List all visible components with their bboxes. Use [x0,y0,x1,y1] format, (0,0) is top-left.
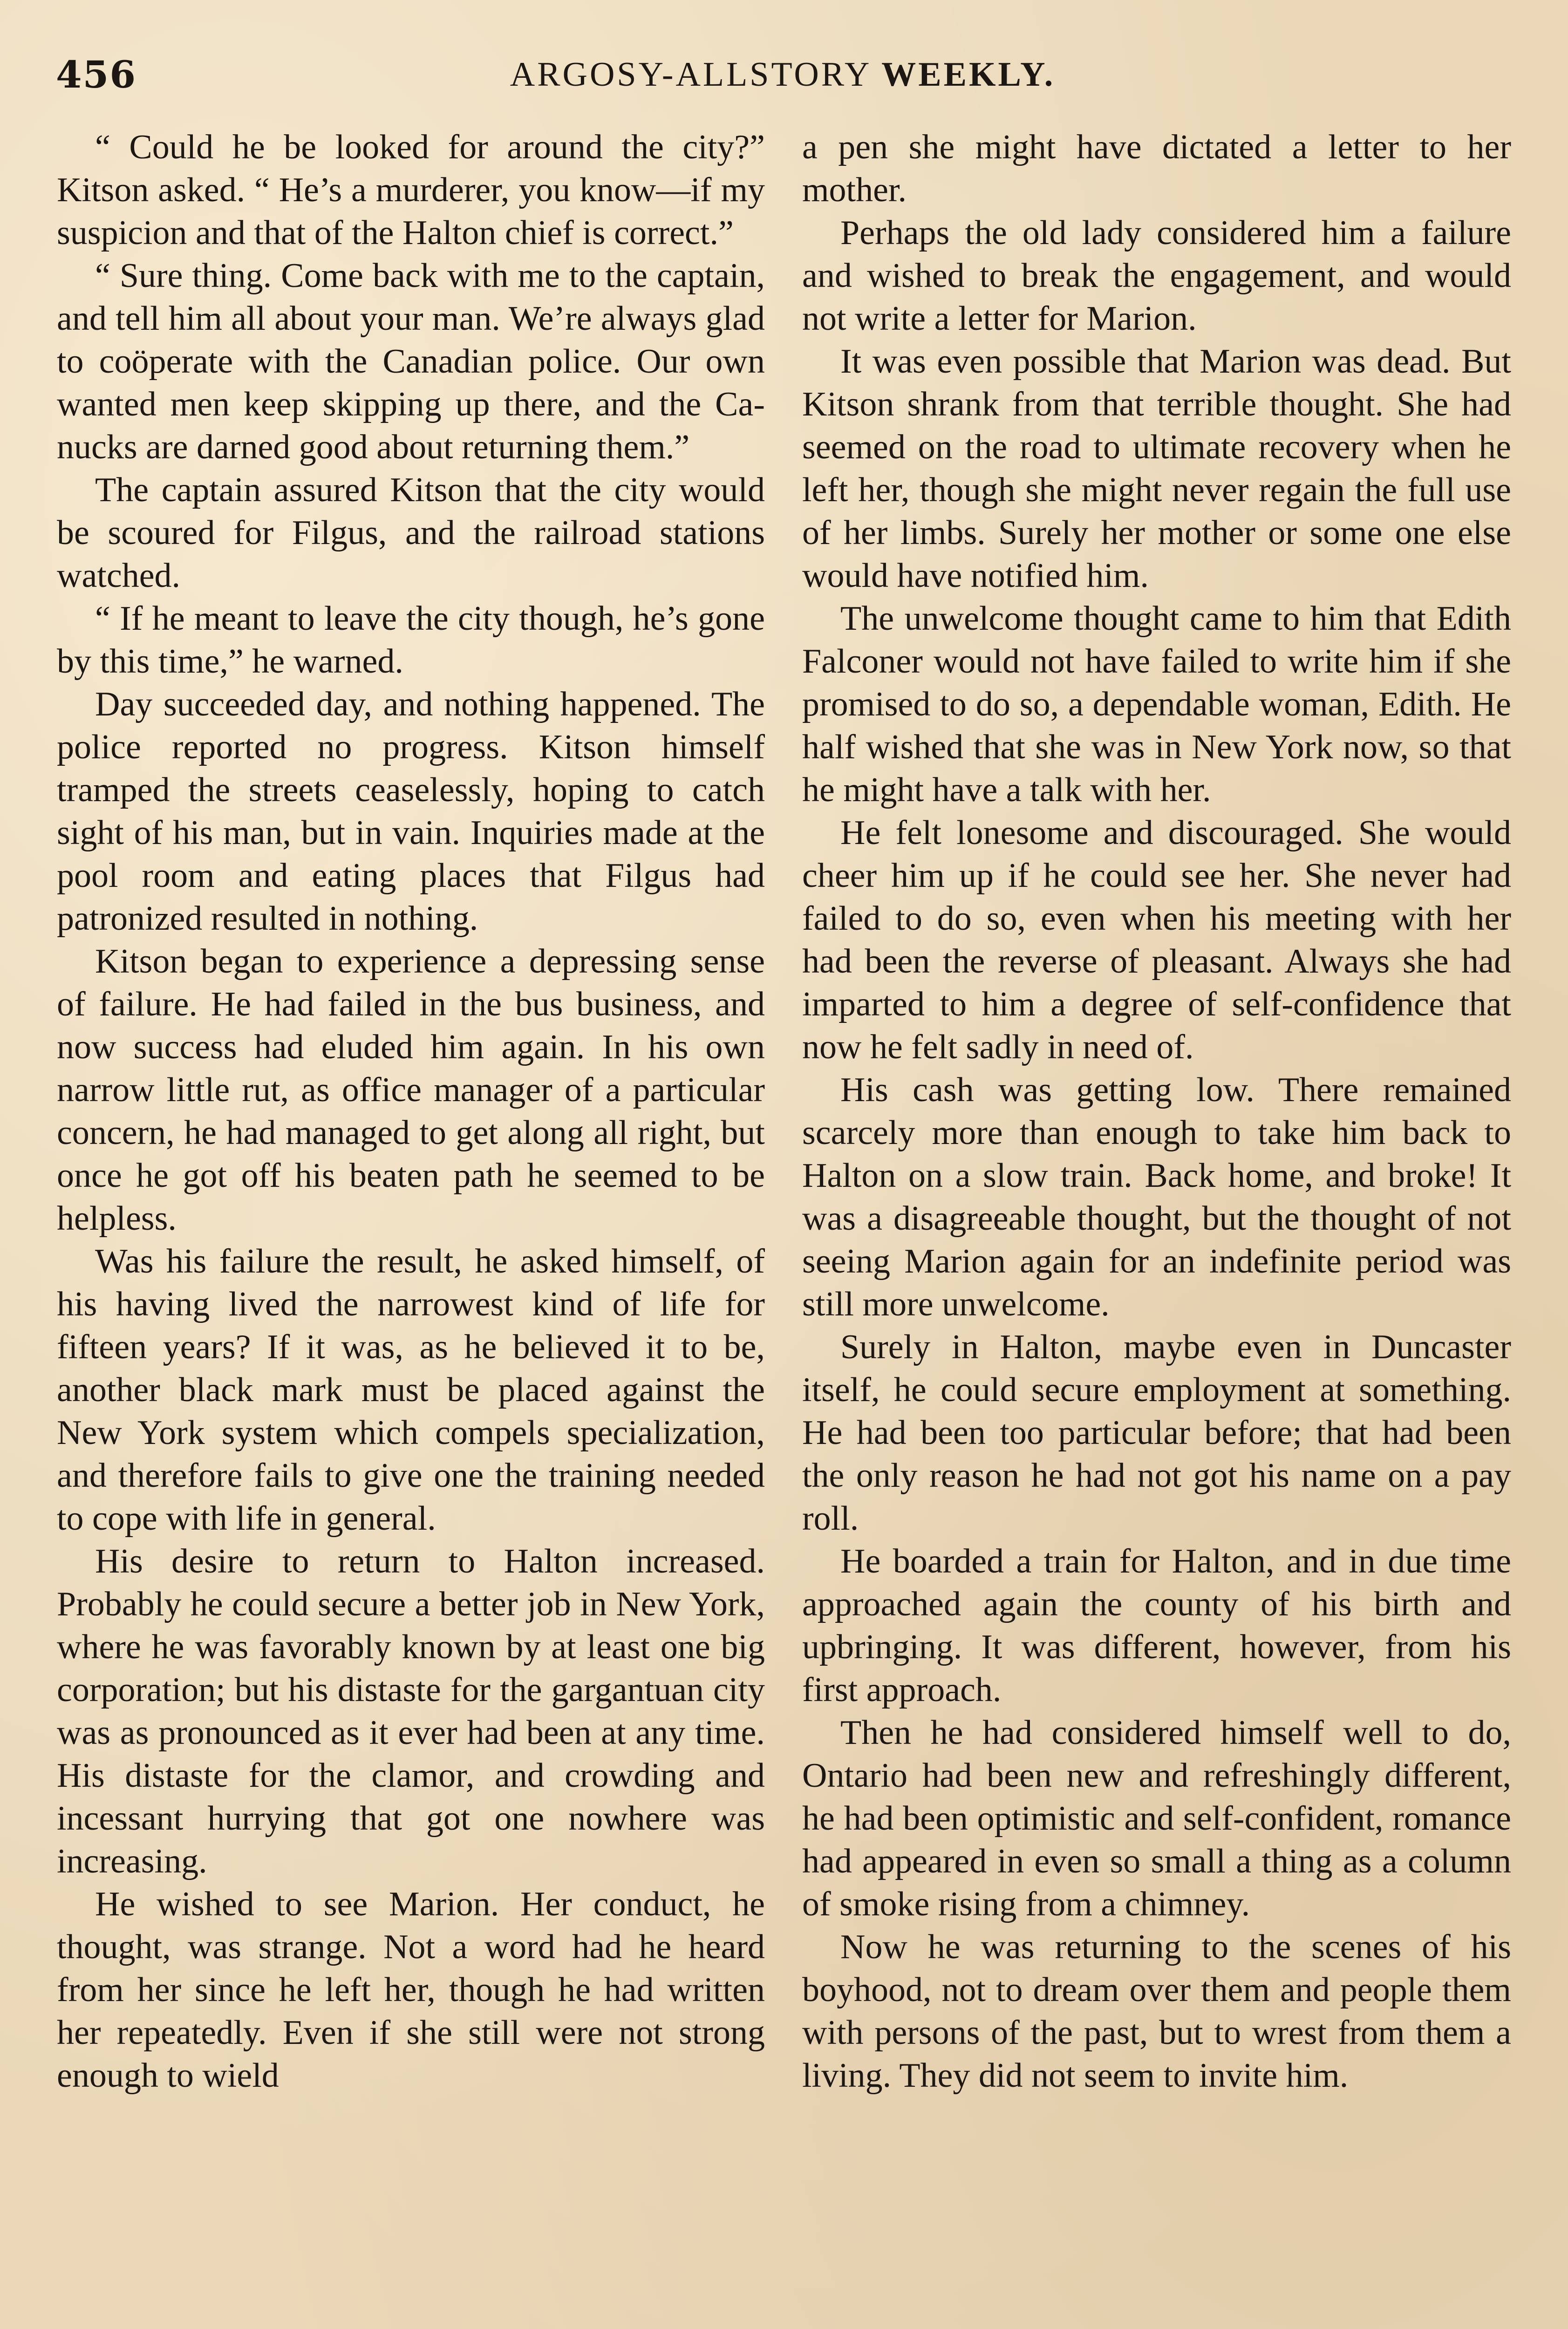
paragraph: Then he had considered himself well to do, Ontario had been new and refreshingly different, he had been optimistic and self-confident, romance had appeared in even so small a thing as a column of smoke rising from a chimney. [802,1714,1511,1923]
running-head [56,49,1509,100]
paragraph: “ Could he be looked for around the city?” Kitson asked. “ He’s a murderer, you know—if my suspicion and that of the Halton chief is correct.” [57,128,765,252]
paragraph: The captain assured Kitson that the city would be scoured for Filgus, and the railroad stations watched. [57,471,765,595]
page-number: 456 [56,53,136,96]
paragraph: His desire to return to Halton increased. Probably he could secure a better job in New York, where he was favorably known by at least one big corporation; but his distaste for the gargantuan city was as pronounced as it ever had been at any time. His distaste for the clamor, and crowding and incessant hurrying that got one nowhere was increasing. [57,1542,765,1880]
publication-title: ARGOSY-ALLSTORY [510,55,871,94]
paragraph: His cash was getting low. There remained scarcely more than enough to take him back to Halton on a slow train. Back home, and broke! It was a disagreeable thought, but the thought of not seeing Marion again for an indefinite period was still more unwelcome. [802,1071,1511,1323]
paragraph: The unwelcome thought came to him that Edith Falconer would not have failed to write him if she promised to do so, a dependable woman, Edith. He half wished that she was in New York now, so that he might have a talk with her. [802,599,1511,809]
paragraph: He boarded a train for Halton, and in due time approached again the county of his birth and upbringing. It was different, however, from his first approach. [802,1542,1511,1709]
paragraph: Perhaps the old lady considered him a failure and wished to break the engagement, and would not write a letter for Marion. [802,214,1511,338]
paragraph: “ If he meant to leave the city though, he’s gone by this time,” he warned. [57,599,765,681]
page-header [56,49,1509,100]
paragraph: Kitson began to experience a depressing sense of failure. He had failed in the bus business, and now success had eluded him again. In his own narrow little rut, as office manager of a particular concern, he had managed to get along all right, but once he got off his beaten path he seemed to be helpless. [57,942,765,1238]
paragraph: a pen she might have dictated a letter to her mother. [802,128,1511,209]
paragraph: He wished to see Marion. Her conduct, he thought, was strange. Not a word had he heard from her since he left her, though he had written her repeatedly. Even if she still were not strong enough to wield [57,1885,765,2095]
paragraph: Day succeeded day, and nothing happened. The police reported no progress. Kitson himself tramped the streets ceaselessly, hoping to catch sight of his man, but in vain. Inquiries made at the pool room and eating places that Filgus had patronized resulted in nothing. [57,685,765,938]
publication-suffix: WEEKLY. [881,55,1056,94]
left-column [57,126,765,2329]
paragraph: Now he was returning to the scenes of his boyhood, not to dream over them and people them with persons of the past, but to wrest from them a living. They did not seem to invite him. [802,1928,1511,2095]
right-column [802,126,1511,2329]
paragraph: Surely in Halton, maybe even in Duncaster itself, he could secure employment at something. He had been too particular before; that had been the only reason he had not got his name on a pay roll. [802,1328,1511,1538]
paragraph: It was even possible that Marion was dead. But Kitson shrank from that terrible thought. She had seemed on the road to ultimate recovery when he left her, though she might never regain the full use of her limbs. Surely her mother or some one else would have notified him. [802,342,1511,595]
paragraph: He felt lonesome and discouraged. She would cheer him up if he could see her. She never had failed to do so, even when his meeting with her had been the reverse of pleasant. Always she had imparted to him a degree of self-confidence that now he felt sadly in need of. [802,814,1511,1066]
paragraph: Was his failure the result, he asked himself, of his having lived the narrowest kind of life for fifteen years? If it was, as he believed it to be, another black mark must be placed against the New York system which compels specialization, and therefore fails to give one the training needed to cope with life in general. [57,1242,765,1538]
paragraph: “ Sure thing. Come back with me to the captain, and tell him all about your man. We’re always glad to coöperate with the Canadian police. Our own wanted men keep skipping up there, and the Canucks are darned good about returning them.” [57,257,765,466]
